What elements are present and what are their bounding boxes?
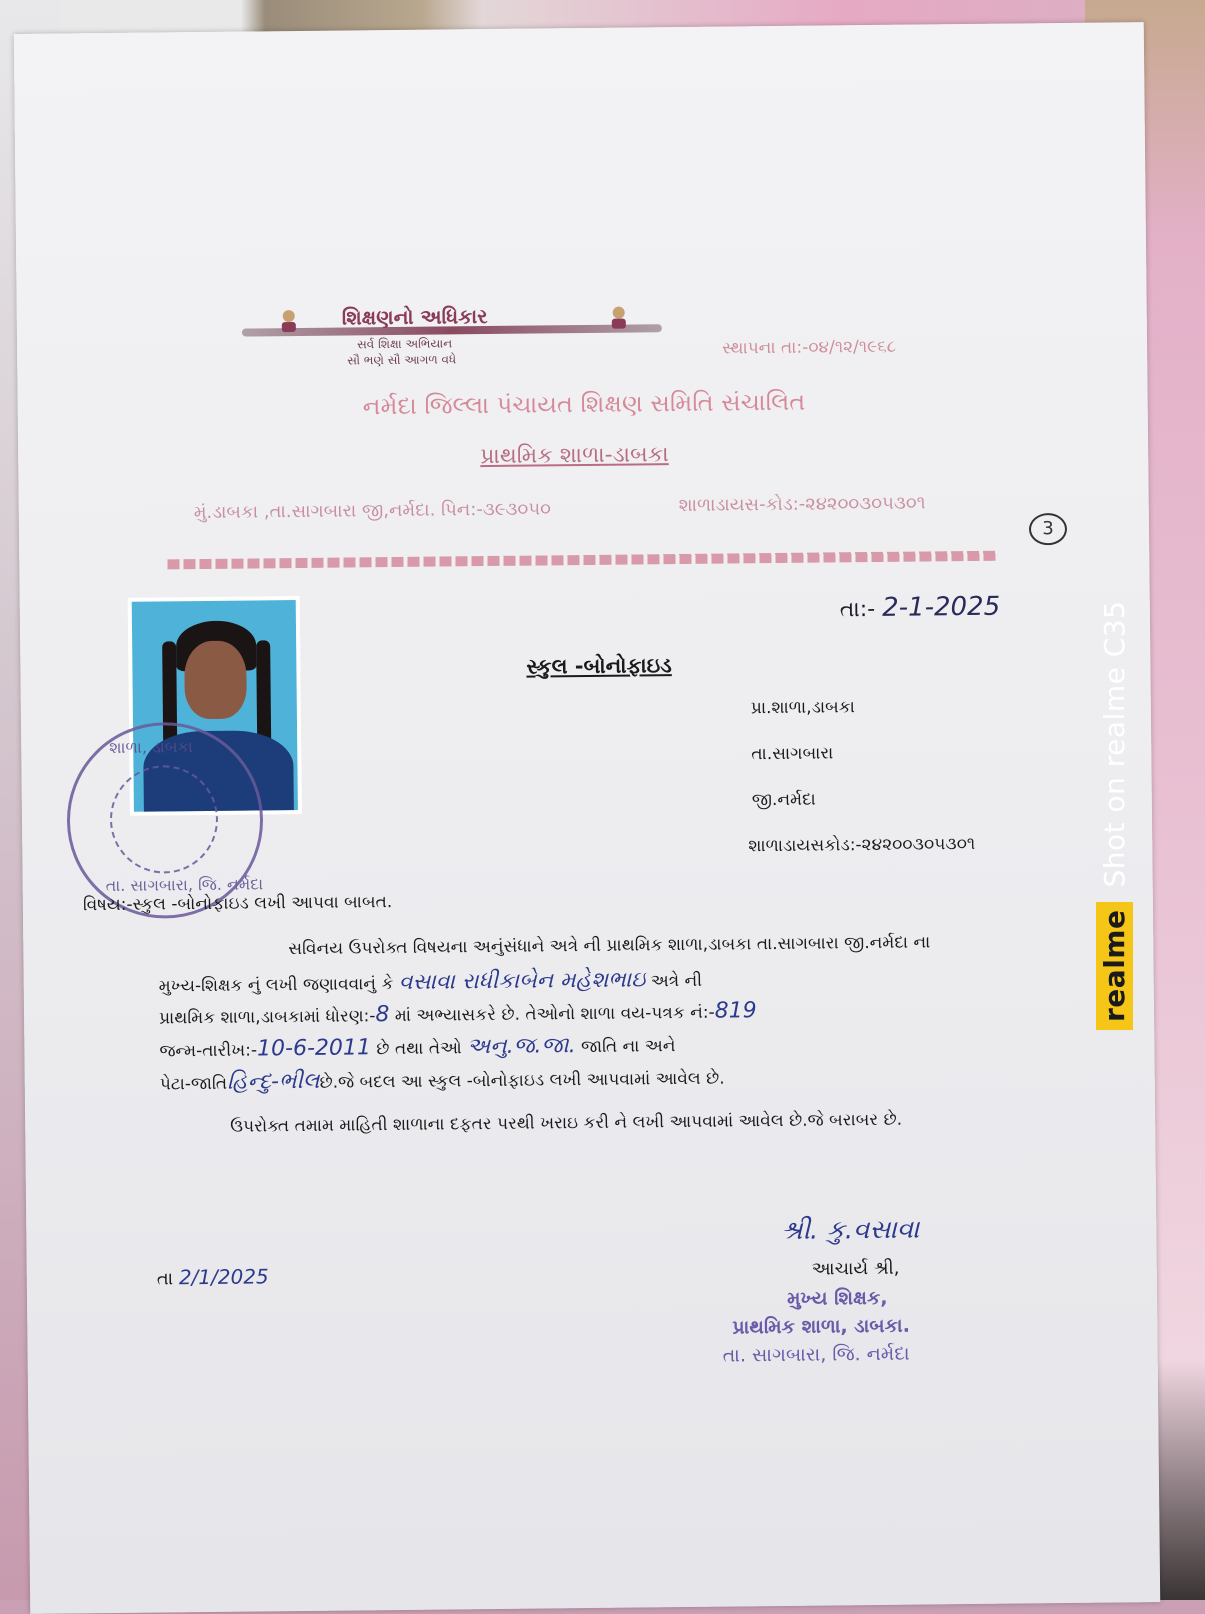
recipient-line: શાળાડાયસકોડ:-૨૪૨૦૦૩૦૫૩૦૧ — [748, 833, 976, 857]
document-title: સ્કુલ -બોનોફાઇડ — [526, 653, 672, 679]
logo-subtitle: સર્વ શિક્ષા અભિયાન — [356, 336, 453, 352]
school-name: પ્રાથમિક શાળા-ડાબકા — [480, 442, 669, 470]
letterhead-divider — [167, 551, 997, 570]
caste-value: અનુ.જ.જા. — [466, 1033, 576, 1060]
body-text: પેટા-જાતિ — [159, 1073, 228, 1095]
stamp-text-top: શાળા, ડાબકા — [109, 737, 193, 757]
recipient-line: પ્રા.શાળા,ડાબકા — [750, 697, 855, 719]
body-line — [159, 967, 703, 998]
body-text: અત્રે ની — [645, 970, 703, 992]
camera-watermark — [1098, 601, 1131, 1030]
letter-date — [840, 592, 1001, 624]
principal-stamp-line: મુખ્ય શિક્ષક, — [786, 1286, 888, 1310]
gr-number: 819 — [714, 998, 757, 1024]
student-name: વસાવા રાધીકાબેન મહેશભાઇ — [398, 967, 646, 995]
school-round-stamp — [66, 721, 264, 919]
watermark-text: Shot on realme C35 — [1098, 600, 1131, 888]
logo-slogan: સૌ ભણે સૌ આગળ વધે — [347, 352, 457, 368]
body-text: છે.જે બદલ આ સ્કુલ -બોનોફાઇડ લખી આપવામાં આવેલ છે. — [319, 1068, 725, 1093]
subcaste-value: હિન્દુ-ભીલ — [226, 1068, 320, 1095]
dise-code: શાળાડાયસ-કોડ:-૨૪૨૦૦૩૦૫૩૦૧ — [678, 492, 926, 517]
body-text: છે તથા તેઓ — [370, 1038, 468, 1060]
date-label: તા:- — [839, 596, 876, 623]
body-line — [159, 998, 757, 1029]
body-text: જાતિ ના અને — [575, 1036, 676, 1058]
principal-stamp-line: તા. સાગબારા, જિ. નર્મદા — [722, 1342, 910, 1367]
logo-title: શિક્ષણનો અધિકાર — [341, 304, 488, 330]
body-text: જન્મ-તારીખ:- — [159, 1040, 258, 1062]
subject-line: વિષય:-સ્કુલ -બોનોફાઇડ લખી આપવા બાબત. — [82, 892, 393, 916]
child-figure-icon — [602, 304, 636, 330]
body-text: મુખ્ય-શિક્ષક નું લખી જણાવવાનું કે — [158, 973, 399, 997]
signatory-title: આચાર્ય શ્રી, — [811, 1257, 900, 1280]
date-value: 2/1/2025 — [178, 1264, 269, 1290]
footer-date — [157, 1264, 269, 1289]
birth-date: 10-6-2011 — [256, 1035, 372, 1062]
child-figure-icon — [272, 308, 306, 334]
page-number: 3 — [1029, 513, 1067, 545]
date-value: 2-1-2025 — [881, 591, 1001, 623]
date-label: તા — [156, 1268, 174, 1290]
recipient-line: તા.સાગબારા — [751, 743, 834, 765]
standard-value: 8 — [375, 1002, 390, 1028]
watermark-brand: realme — [1096, 902, 1133, 1030]
document-paper — [14, 22, 1160, 1614]
body-text: પ્રાથમિક શાળા,ડાબકામાં ધોરણ:- — [158, 1006, 376, 1029]
samiti-heading: નર્મદા જિલ્લા પંચાયત શિક્ષણ સમિતિ સંચાલિત — [362, 387, 806, 421]
handwritten-signature: શ્રી. કુ.વસાવા — [781, 1214, 920, 1246]
recipient-line: જી.નર્મદા — [751, 789, 816, 811]
principal-stamp-line: પ્રાથમિક શાળા, ડાબકા. — [732, 1314, 910, 1339]
body-line — [160, 1065, 725, 1096]
rte-logo — [242, 302, 663, 376]
body-line: સવિનય ઉપરોક્ત વિષયના અનુંસંધાને અત્રે ની પ્રાથમિક શાળા,ડાબકા તા.સાગબારા જી.નર્મદા ના — [288, 932, 931, 960]
stamp-text-bottom: તા. સાગબારા, જિ. નર્મદા — [105, 874, 264, 896]
school-address: મું.ડાબકા ,તા.સાગબારા જી,નર્મદા. પિન:-૩૯૩૦૫૦ — [193, 498, 552, 524]
body-line: ઉપરોક્ત તમામ માહિતી શાળાના દફતર પરથી ખરાઇ કરી ને લખી આપવામાં આવેલ છે.જે બરાબર છે. — [230, 1109, 903, 1137]
body-line — [159, 1032, 675, 1062]
body-text: માં અભ્યાસકરે છે. તેઓનો શાળા વય-પત્રક નં:- — [394, 1002, 715, 1027]
established-date: સ્થાપના તા:-૦૪/૧૨/૧૯૬૮ — [721, 336, 897, 359]
